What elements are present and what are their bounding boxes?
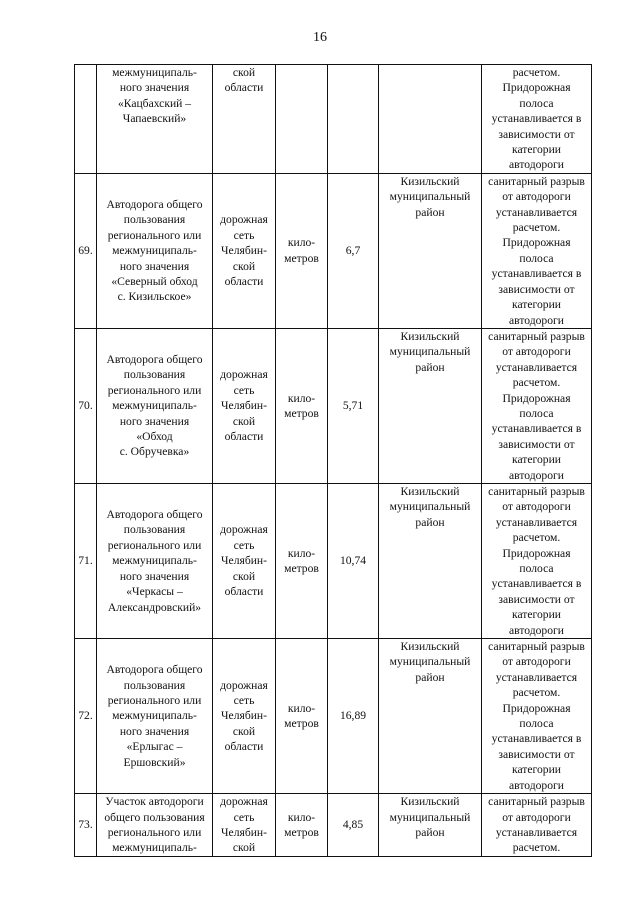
- road-name-line: «Северный обход: [111, 274, 198, 288]
- note-line: зависимости от: [498, 437, 575, 451]
- table-row: [75, 483, 592, 638]
- district-line: Кизильский: [400, 329, 460, 343]
- road-network-line: Челябин-: [221, 554, 267, 568]
- table-row: [75, 328, 592, 483]
- district: [379, 794, 482, 857]
- note-line: от автодороги: [502, 190, 571, 204]
- note: [482, 794, 592, 857]
- note-line: расчетом.: [512, 376, 561, 390]
- note-line: устанавливается в: [491, 577, 582, 591]
- road-network: [213, 65, 276, 174]
- note-line: санитарный разрыв: [488, 484, 585, 498]
- note-line: устанавливается: [495, 825, 578, 839]
- road-network: [213, 639, 276, 794]
- note-line: расчетом.: [512, 686, 561, 700]
- road-name-line: пользования: [123, 523, 186, 537]
- road-network-line: дорожная: [220, 368, 268, 382]
- table-row: [75, 794, 592, 857]
- road-length: 4,85: [328, 794, 379, 857]
- length-unit-line: метров: [284, 562, 319, 575]
- road-name-line: пользования: [123, 213, 186, 227]
- district-line: Кизильский: [400, 174, 460, 188]
- length-unit-line: метров: [284, 826, 319, 840]
- district-line: муниципальный: [389, 655, 471, 669]
- note-line: от автодороги: [502, 500, 571, 514]
- road-network-line: сеть: [233, 228, 255, 242]
- note-line: расчетом.: [512, 221, 561, 235]
- road-name-line: «Обход: [136, 430, 173, 444]
- note-line: расчетом.: [512, 66, 561, 79]
- note-line: от автодороги: [502, 655, 571, 669]
- note-line: полоса: [519, 406, 554, 420]
- note-line: от автодороги: [502, 345, 571, 359]
- note-line: зависимости от: [498, 747, 575, 761]
- road-network-line: ской: [232, 414, 256, 428]
- road-name-line: Чапаевский»: [122, 112, 187, 126]
- road-name: [97, 639, 213, 794]
- road-network-line: области: [224, 81, 264, 95]
- road-name-line: «Ерлыгас –: [126, 740, 183, 754]
- note-line: категории: [512, 453, 561, 467]
- note-line: зависимости от: [498, 592, 575, 606]
- road-name: [97, 328, 213, 483]
- road-name-line: ного значения: [119, 569, 190, 583]
- note-line: устанавливается: [495, 670, 578, 684]
- table-row: [75, 65, 592, 174]
- road-name-line: регионального или: [107, 228, 202, 242]
- road-network-line: ской: [232, 841, 256, 855]
- road-name-line: с. Обручевка»: [119, 445, 190, 459]
- note-line: автодороги: [509, 623, 564, 637]
- district-line: муниципальный: [389, 190, 471, 204]
- district-line: Кизильский: [400, 640, 460, 654]
- length-unit-line: кило-: [287, 810, 316, 824]
- note-line: Придорожная: [502, 546, 571, 560]
- road-network-line: области: [224, 274, 264, 288]
- road-network-line: ской: [232, 724, 256, 738]
- district-line: район: [415, 360, 445, 374]
- note-line: устанавливается в: [491, 267, 582, 281]
- note-line: полоса: [519, 251, 554, 265]
- note: [482, 328, 592, 483]
- road-name: [97, 65, 213, 174]
- road-network: [213, 483, 276, 638]
- road-network-line: сеть: [233, 538, 255, 552]
- road-name-line: «Черкасы –: [126, 585, 183, 599]
- district: [379, 639, 482, 794]
- road-name-line: пользования: [123, 368, 186, 382]
- district-line: Кизильский: [400, 484, 460, 498]
- road-name-line: межмуниципаль-: [112, 66, 197, 79]
- district-line: Кизильский: [400, 795, 460, 809]
- road-name-line: Автодорога общего: [106, 197, 203, 211]
- note-line: устанавливается в: [491, 112, 582, 126]
- district: [379, 65, 482, 174]
- note-line: устанавливается: [495, 360, 578, 374]
- note-line: санитарный разрыв: [488, 174, 585, 188]
- road-network-line: области: [224, 585, 264, 599]
- road-name-line: Автодорога общего: [106, 353, 203, 367]
- district-line: муниципальный: [389, 810, 471, 824]
- road-network-line: Челябин-: [221, 709, 267, 723]
- note-line: категории: [512, 608, 561, 622]
- road-name-line: пользования: [123, 678, 186, 692]
- road-name-line: Участок автодороги: [105, 795, 204, 809]
- road-network-line: ской: [232, 66, 256, 79]
- road-network-line: ской: [232, 569, 256, 583]
- length-unit: [276, 173, 328, 328]
- district-line: муниципальный: [389, 345, 471, 359]
- note-line: Придорожная: [502, 236, 571, 250]
- note-line: устанавливается в: [491, 732, 582, 746]
- note-line: устанавливается: [495, 515, 578, 529]
- road-name-line: регионального или: [107, 383, 202, 397]
- district: [379, 483, 482, 638]
- length-unit: [276, 328, 328, 483]
- road-network-line: области: [224, 430, 264, 444]
- note-line: расчетом.: [512, 531, 561, 545]
- length-unit-line: метров: [284, 717, 319, 731]
- district-line: район: [415, 825, 445, 839]
- length-unit-line: метров: [284, 251, 319, 265]
- road-name: [97, 483, 213, 638]
- road-length: 6,7: [328, 173, 379, 328]
- district-line: район: [415, 515, 445, 529]
- note: [482, 65, 592, 174]
- note-line: санитарный разрыв: [488, 640, 585, 654]
- road-network-line: Челябин-: [221, 825, 267, 839]
- note-line: категории: [512, 763, 561, 777]
- page-number: 16: [313, 30, 327, 45]
- note-line: устанавливается: [495, 205, 578, 219]
- table-row: [75, 173, 592, 328]
- table-row: [75, 639, 592, 794]
- road-name: [97, 173, 213, 328]
- length-unit: [276, 639, 328, 794]
- note-line: зависимости от: [498, 282, 575, 296]
- note-line: санитарный разрыв: [488, 329, 585, 343]
- note: [482, 483, 592, 638]
- note-line: Придорожная: [502, 701, 571, 715]
- road-length: 5,71: [328, 328, 379, 483]
- note-line: полоса: [519, 562, 554, 575]
- road-network-line: Челябин-: [221, 244, 267, 258]
- note-line: категории: [512, 143, 561, 157]
- road-name-line: Ершовский»: [123, 755, 186, 769]
- note-line: автодороги: [509, 778, 564, 792]
- road-length: [328, 65, 379, 174]
- note-line: Придорожная: [502, 391, 571, 405]
- road-network-line: дорожная: [220, 678, 268, 692]
- road-name-line: межмуниципаль-: [112, 244, 197, 258]
- road-network: [213, 328, 276, 483]
- note-line: расчетом.: [512, 841, 561, 855]
- road-network-line: дорожная: [220, 795, 268, 809]
- road-name-line: межмуниципаль-: [112, 841, 197, 855]
- road-network-line: ской: [232, 259, 256, 273]
- note-line: санитарный разрыв: [488, 795, 585, 809]
- road-name-line: общего пользования: [104, 810, 205, 824]
- road-network-line: сеть: [233, 693, 255, 707]
- road-name-line: межмуниципаль-: [112, 554, 197, 568]
- road-name-line: Автодорога общего: [106, 663, 203, 677]
- road-name-line: ного значения: [119, 81, 190, 95]
- row-number: 71.: [75, 483, 97, 638]
- road-network: [213, 794, 276, 857]
- note-line: полоса: [519, 717, 554, 731]
- length-unit-line: кило-: [287, 546, 316, 560]
- road-name-line: ного значения: [119, 724, 190, 738]
- road-name-line: «Кацбахский –: [117, 96, 192, 110]
- district-line: район: [415, 205, 445, 219]
- note-line: полоса: [519, 96, 554, 110]
- row-number: 69.: [75, 173, 97, 328]
- district-line: район: [415, 670, 445, 684]
- road-name-line: регионального или: [107, 825, 202, 839]
- length-unit: [276, 794, 328, 857]
- length-unit-line: кило-: [287, 391, 316, 405]
- district: [379, 328, 482, 483]
- road-network-line: области: [224, 740, 264, 754]
- road-network-line: сеть: [233, 810, 255, 824]
- district-line: муниципальный: [389, 500, 471, 514]
- road-name-line: ного значения: [119, 259, 190, 273]
- road-name-line: ного значения: [119, 414, 190, 428]
- road-network-line: сеть: [233, 383, 255, 397]
- length-unit: [276, 65, 328, 174]
- road-name-line: регионального или: [107, 538, 202, 552]
- district: [379, 173, 482, 328]
- note-line: категории: [512, 298, 561, 312]
- road-network-line: дорожная: [220, 523, 268, 537]
- note-line: от автодороги: [502, 810, 571, 824]
- road-name-line: Александровский»: [107, 600, 202, 614]
- row-number: 70.: [75, 328, 97, 483]
- row-number: [75, 65, 97, 174]
- road-network-line: Челябин-: [221, 399, 267, 413]
- road-name-line: регионального или: [107, 693, 202, 707]
- table-body: [75, 65, 592, 857]
- length-unit-line: кило-: [287, 701, 316, 715]
- road-length: 16,89: [328, 639, 379, 794]
- note-line: автодороги: [509, 158, 564, 172]
- roads-table: [74, 64, 592, 857]
- road-name-line: с. Кизильское»: [117, 290, 192, 304]
- note-line: Придорожная: [502, 81, 571, 95]
- length-unit: [276, 483, 328, 638]
- road-length: 10,74: [328, 483, 379, 638]
- note-line: автодороги: [509, 313, 564, 327]
- length-unit-line: метров: [284, 406, 319, 420]
- row-number: 72.: [75, 639, 97, 794]
- road-name: [97, 794, 213, 857]
- note-line: устанавливается в: [491, 422, 582, 436]
- note: [482, 639, 592, 794]
- row-number: 73.: [75, 794, 97, 857]
- road-network: [213, 173, 276, 328]
- note-line: зависимости от: [498, 127, 575, 141]
- road-name-line: Автодорога общего: [106, 508, 203, 522]
- road-network-line: дорожная: [220, 213, 268, 227]
- length-unit-line: кило-: [287, 236, 316, 250]
- note: [482, 173, 592, 328]
- note-line: автодороги: [509, 468, 564, 482]
- road-name-line: межмуниципаль-: [112, 399, 197, 413]
- road-name-line: межмуниципаль-: [112, 709, 197, 723]
